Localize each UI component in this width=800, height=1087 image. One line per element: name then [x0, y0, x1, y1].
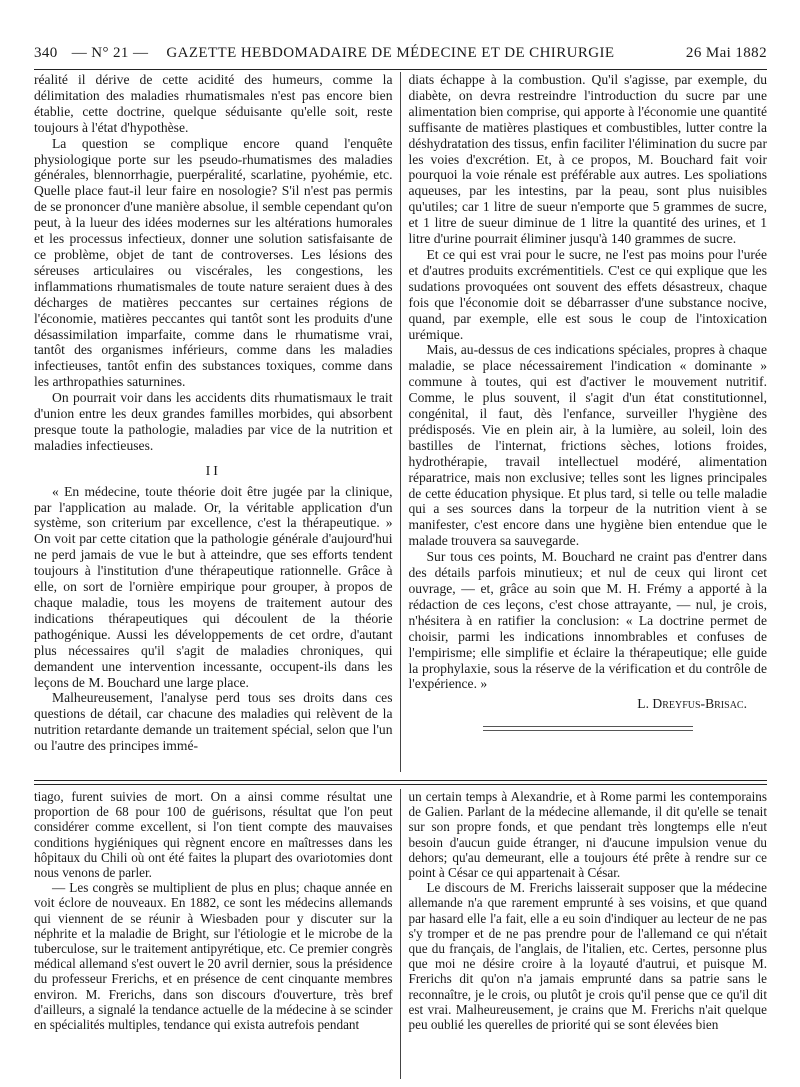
paragraph: « En médecine, toute théorie doit être jugée par la clinique, par l'application au malade. Or, la véritable application d'un système, son criterium par excellence, c'est la thérapeutique. » On voit par cette citation que la pathologie générale d'aujourd'hui ne perd jamais de vue le but à atteindre, que ses efforts tendent toujours à l'institution d'une thérapeutique rationnelle. Grâce à elle, on sort de l'ornière empirique pour grouper, à propos de chaque maladie, tous les moyens de traitement autour des indications thérapeutiques qui découlent de la théorie pathogénique. Aussi les développements de cet ordre, d'autant plus nécessaires qu'il s'agit de maladies chroniques, qui demandent une intervention incessante, occupent-ils dans les leçons de M. Bouchard une large place.: [34, 483, 393, 690]
paragraph: diats échappe à la combustion. Qu'il s'agisse, par exemple, du diabète, on devra restreindre l'introduction du sucre par une alimentation bien comprise, qui apporte à l'économie une quantité suffisante de matières plastiques et combustibles, lutter contre la déshydratation des tissus, enfin faciliter l'élimination du sucre par les voies d'excrétion. Et, à ce propos, M. Bouchard fait voir pourquoi la voie rénale est préférable aux autres. Les spoliations aqueuses, par les intestins, par la peau, sont plus nuisibles qu'utiles; car 1 litre de sueur n'emporte que 5 grammes de sucre, et 1 litre de sueur diminue de 1 litre la quantité des urines, et 1 litre d'urine pourrait éliminer jusqu'à 140 grammes de sucre.: [408, 72, 767, 247]
bottom-article: [34, 789, 767, 1079]
page-number: 340: [34, 44, 58, 61]
journal-title: GAZETTE HEBDOMADAIRE DE MÉDECINE ET DE CHIRURGIE: [166, 44, 615, 61]
header-rule: [34, 69, 767, 70]
paragraph: Mais, au-dessus de ces indications spéciales, propres à chaque maladie, se place nécessairement l'indication « dominante » commune à toutes, qui est d'activer le mouvement nutritif. Comme, le plus souvent, il s'agit d'un état constitutionnel, congénital, il faut, dès l'enfance, surveiller l'hygiène des prédisposés. Vie en plein air, à la lumière, au soleil, loin des bastilles de l'internat, frictions sèches, lotions froides, hydrothérapie, travail intellectuel modéré, alimentation réparatrice, mais non exclusive; telles sont les lignes principales de cette éducation physique. Et plus tard, si telle ou telle maladie qui a ses sources dans la torpeur de la nutrition vient à se manifester, c'est encore dans une hygiène bien entendue que le malade trouvera sa sauvegarde.: [408, 342, 767, 549]
section-heading: II: [205, 463, 221, 479]
paragraph: réalité il dérive de cette acidité des humeurs, comme la délimitation des maladies rhumatismales n'est pas encore bien établie, cette doctrine, quelque séduisante qu'elle soit, reste toujours à l'état d'hypothèse.: [34, 72, 393, 135]
paragraph: La question se complique encore quand l'enquête physiologique porte sur les pseudo-rhumatismes des maladies générales, blennorrhagie, puerpéralité, scarlatine, pyohémie, etc. Quelle place faut-il leur faire en nosologie? S'il n'est pas permis de se prononcer d'une manière absolue, il semble cependant qu'on peut, à la lueur des idées modernes sur les altérations humorales et les processus infectieux, donner une solution satisfaisante de ce problème, objet de tant de controverses. Les lésions des séreuses articulaires ou viscérales, les congestions, les inflammations rhumatismales de toute nature seraient dues à des décharges de matières peccantes sur certaines régions de l'économie, matières peccantes qui tantôt sont les produits d'une désassimilation imparfaite, comme dans le rhumatisme vrai, tantôt des organismes inférieurs, comme dans les maladies infectieuses, tantôt enfin des substances toxiques, comme dans les arthropathies saturnines.: [34, 135, 393, 390]
decorative-rule: [483, 726, 693, 731]
paragraph: un certain temps à Alexandrie, et à Rome parmi les contemporains de Galien. Parlant de la médecine allemande, il dit qu'elle se tenait sur son propre fonds, et que pendant très longtemps elle n'eut besoin d'aucun guide étranger, ni d'aucune impulsion venue du dehors; qu'au demeurant, elle a toujours été prête à rendre sur ce point à César ce qui appartenait à César.: [408, 789, 767, 881]
paragraph: — Les congrès se multiplient de plus en plus; chaque année en voit éclore de nouveaux. En 1882, ce sont les médecins allemands qui viennent de se réunir à Wiesbaden pour y discuter sur la néphrite et la maladie de Bright, sur l'étiologie et le microbe de la tuberculose, sur le traitement antipyrétique, etc. Ce premier congrès médical allemand s'est ouvert le 20 avril dernier, sous la présidence du professeur Frerichs, et en présence de cent cinquante membres environ. M. Frerichs, dans son discours d'ouverture, très bref d'ailleurs, a signalé la tendance actuelle de la médecine à se scinder en spécialités multiples, tendance qui exista autrefois pendant: [34, 880, 393, 1033]
bottom-right-column: [401, 789, 768, 1079]
running-header: [34, 40, 767, 66]
section-divider: [34, 780, 767, 781]
issue-date: 26 Mai 1882: [685, 44, 767, 61]
paragraph: tiago, furent suivies de mort. On a ainsi comme résultat une proportion de 68 pour 100 de guérisons, résultat que l'on peut considérer comme excellent, si l'on tient compte des mauvaises conditions hygiéniques qui règnent encore en maîtresses dans les hôpitaux du Chili où ont été faites la plupart des ovariotomies dont nous venons de parler.: [34, 789, 393, 881]
issue-number: — N° 21 —: [71, 44, 149, 61]
paragraph: Malheureusement, l'analyse perd tous ses droits dans ces questions de détail, car chacune des maladies qui relèvent de la nutrition retardante demande un traitement spécial, selon que l'un ou l'autre des principes immé-: [34, 690, 393, 754]
bottom-left-column: [34, 789, 401, 1079]
paragraph: On pourrait voir dans les accidents dits rhumatismaux le trait d'union entre les deux grandes familles morbides, qui absorbent presque toute la pathologie, maladies par vice de la nutrition et maladies infectieuses.: [34, 390, 393, 453]
top-right-column: [401, 72, 768, 772]
author-signature: L. Dreyfus-Brisac.: [637, 696, 747, 712]
top-article: [34, 72, 767, 772]
paragraph: Le discours de M. Frerichs laisserait supposer que la médecine allemande n'a que rarement emprunté à ses voisins, et que quand par hasard elle l'a fait, elle a eu soin d'indiquer au lecteur de ne pas s'y tromper et de ne pas prendre pour de l'allemand ce qui n'était que du français, de l'anglais, de l'italien, etc. Certes, personne plus que moi ne désire croire à la loyauté d'autrui, et puisque M. Frerichs dit qu'on n'a jamais emprunté dans sa patrie sans le reconnaître, je le crois, ou plutôt je crois qu'il pense que ce qu'il dit est vrai. Malheureusement, je crains que M. Frerichs n'ait quelque peu oublié les querelles de priorité qui se sont élevées bien: [408, 880, 767, 1033]
section-divider: [34, 784, 767, 785]
paragraph: Et ce qui est vrai pour le sucre, ne l'est pas moins pour l'urée et d'autres produits excrémentitiels. C'est ce qui explique que les sudations provoquées ont souvent des effets désastreux, chaque fois que l'économie doit se débarrasser d'une substance nocive, quand, par exemple, elle est sous le coup de l'intoxication urémique.: [408, 246, 767, 342]
paragraph: Sur tous ces points, M. Bouchard ne craint pas d'entrer dans des détails parfois minutieux; et nul de ceux qui liront cet ouvrage, — et, grâce au soin que M. H. Frémy a apporté à la rédaction de ces leçons, c'est chose attrayante, — nul, je crois, n'hésitera à en ratifier la conclusion: « La doctrine permet de choisir, parmi les indications innombrables et confuses de l'empirisme; elle simplifie et éclaire la thérapeutique; elle guide la prophylaxie, sous la réserve de la vérification et du contrôle de l'expérience. »: [408, 549, 767, 692]
top-left-column: [34, 72, 401, 772]
